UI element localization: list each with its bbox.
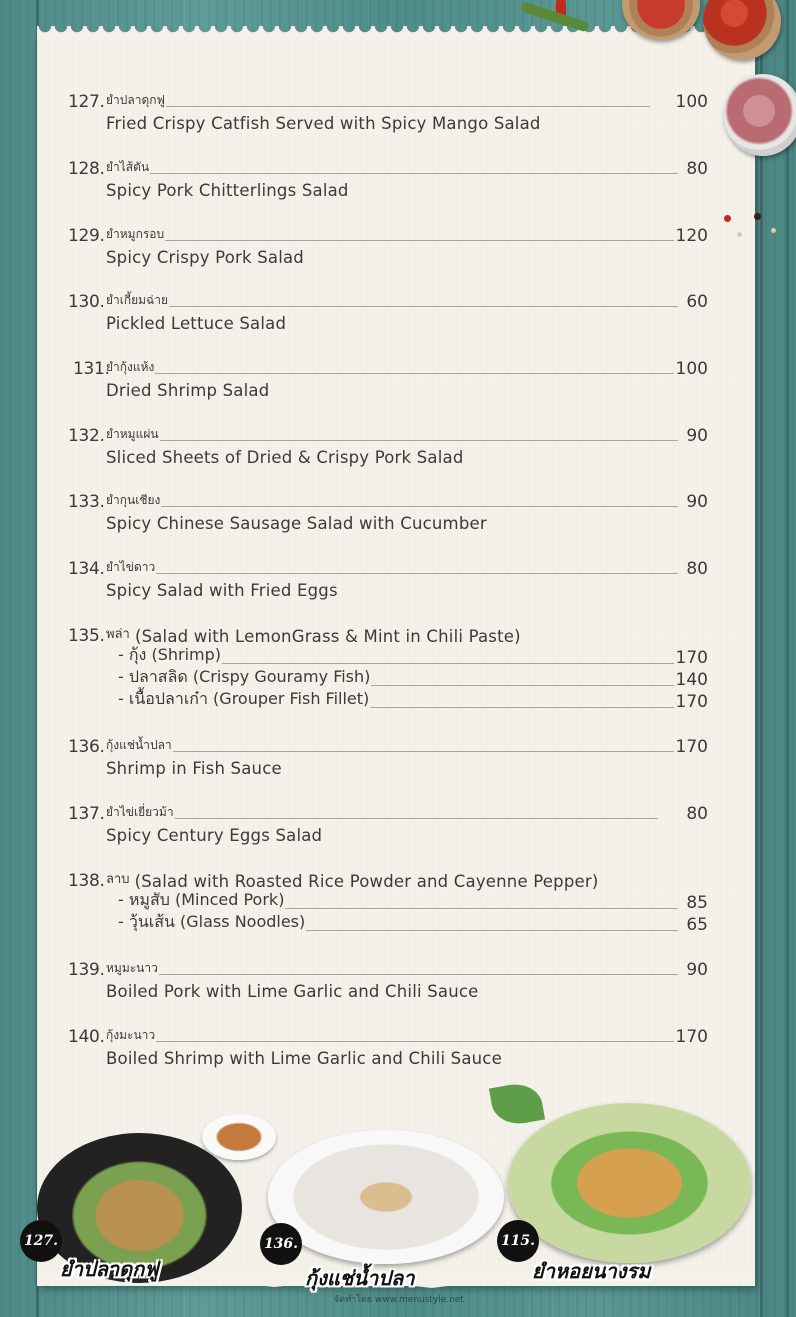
- dotted-leader: [370, 707, 673, 708]
- item-thai-name: ลาบ: [106, 872, 130, 887]
- dotted-leader: [169, 306, 678, 307]
- oyster-salad-photo: [508, 1103, 751, 1263]
- menu-item-129: [68, 222, 708, 267]
- menu-item-138: [68, 867, 708, 935]
- dotted-leader: [173, 751, 674, 752]
- menu-item-139: [68, 956, 708, 1001]
- featured-label-115: ยำหอยนางรม: [532, 1259, 651, 1283]
- dotted-leader: [155, 373, 673, 374]
- item-number: 127.: [68, 92, 105, 112]
- peppercorn-icon: [737, 232, 742, 237]
- item-price: 100: [675, 359, 708, 379]
- dotted-leader: [156, 1041, 673, 1042]
- item-number: 134.: [68, 559, 105, 579]
- item-thai-name: ยำหมูกรอบ: [106, 227, 165, 241]
- item-number: 138.: [68, 871, 105, 891]
- menu-item-131: [68, 355, 708, 400]
- item-thai-name: ยำปลาดุกฟู: [106, 93, 166, 107]
- item-number: 139.: [68, 960, 105, 980]
- menu-item-132: [68, 422, 708, 467]
- peppercorn-icon: [724, 215, 731, 222]
- item-english-name: Sliced Sheets of Dried & Crispy Pork Salad: [106, 448, 464, 467]
- item-number: 130.: [68, 292, 105, 312]
- item-number: 135.: [68, 626, 105, 646]
- item-english-name: Fried Crispy Catfish Served with Spicy Mango Salad: [106, 114, 541, 133]
- featured-badge-115: 115.: [497, 1220, 539, 1262]
- menu-item-137: [68, 800, 708, 845]
- featured-label-127: ยำปลาดุกฟู: [60, 1257, 159, 1281]
- item-english-name: Spicy Chinese Sausage Salad with Cucumber: [106, 514, 487, 533]
- option-price: 170: [675, 648, 708, 668]
- menu-item-136: [68, 733, 708, 778]
- menu-item-134: [68, 555, 708, 600]
- dotted-leader: [371, 685, 673, 686]
- menu-item-128: [68, 155, 708, 200]
- item-number: 136.: [68, 737, 105, 757]
- option-price: 85: [686, 893, 708, 913]
- dotted-leader: [166, 106, 650, 107]
- item-english-name: Shrimp in Fish Sauce: [106, 759, 282, 778]
- peppercorn-icon: [754, 213, 761, 220]
- item-english-name: Boiled Pork with Lime Garlic and Chili Sauce: [106, 982, 479, 1001]
- dotted-leader: [161, 506, 678, 507]
- peppercorn-icon: [771, 228, 776, 233]
- item-price: 80: [686, 804, 708, 824]
- item-thai-name: ยำไข่เยี่ยวม้า: [106, 805, 174, 819]
- item-english-name: Spicy Crispy Pork Salad: [106, 248, 304, 267]
- dotted-leader: [160, 440, 678, 441]
- shallot-bowl-image: [724, 74, 796, 156]
- item-thai-name: ยำไส้ตัน: [106, 160, 150, 174]
- wood-plank-seam: [786, 0, 789, 1317]
- item-number: 140.: [68, 1027, 105, 1047]
- item-price: 170: [675, 737, 708, 757]
- item-price: 60: [686, 292, 708, 312]
- item-number: 137.: [68, 804, 105, 824]
- menu-item-135: [68, 622, 708, 712]
- featured-label-136: กุ้งแช่น้ำปลา: [305, 1266, 415, 1290]
- item-thai-name: ยำหมูแผ่น: [106, 427, 159, 441]
- option-row: [118, 690, 708, 712]
- item-english-name: Pickled Lettuce Salad: [106, 314, 287, 333]
- menu-item-130: [68, 288, 708, 333]
- dotted-leader: [222, 663, 674, 664]
- dotted-leader: [150, 173, 678, 174]
- item-price: 90: [686, 426, 708, 446]
- item-thai-name: หมูมะนาว: [106, 961, 158, 975]
- dotted-leader: [165, 240, 673, 241]
- dotted-leader: [175, 818, 658, 819]
- item-thai-name: ยำกุนเชียง: [106, 493, 161, 507]
- item-price: 80: [686, 559, 708, 579]
- item-thai-name: พล่า: [106, 627, 130, 642]
- menu-item-140: [68, 1023, 708, 1068]
- item-price: 100: [675, 92, 708, 112]
- item-thai-name: กุ้งมะนาว: [106, 1028, 156, 1042]
- option-row: [118, 913, 708, 935]
- dotted-leader: [159, 974, 678, 975]
- dotted-leader: [306, 930, 678, 931]
- item-english-name: Spicy Pork Chitterlings Salad: [106, 181, 349, 200]
- sauce-bowl-photo: [202, 1114, 276, 1160]
- item-number: 129.: [68, 226, 105, 246]
- option-label: - กุ้ง (Shrimp): [118, 645, 221, 664]
- item-description: (Salad with LemonGrass & Mint in Chili Paste): [134, 627, 521, 646]
- item-number: 131.: [73, 359, 110, 379]
- item-english-name: Spicy Century Eggs Salad: [106, 826, 323, 845]
- option-price: 170: [675, 692, 708, 712]
- item-english-name: Dried Shrimp Salad: [106, 381, 270, 400]
- dotted-leader: [156, 573, 678, 574]
- dotted-leader: [285, 908, 678, 909]
- option-label: - วุ้นเส้น (Glass Noodles): [118, 912, 306, 931]
- item-thai-name: ยำกุ้งแห้ง: [106, 360, 155, 374]
- featured-badge-136: 136.: [260, 1223, 302, 1265]
- menu-item-133: [68, 488, 708, 533]
- option-price: 140: [675, 670, 708, 690]
- item-price: 170: [675, 1027, 708, 1047]
- item-price: 90: [686, 492, 708, 512]
- featured-badge-127: 127.: [20, 1220, 62, 1262]
- menu-item-127: [68, 88, 708, 133]
- item-thai-name: ยำเกี้ยมฉ่าย: [106, 293, 169, 307]
- shrimp-fish-sauce-photo: [268, 1130, 504, 1264]
- item-thai-name: ยำไข่ดาว: [106, 560, 156, 574]
- designer-credit: จัดทำโดย www.menustyle.net: [334, 1295, 464, 1305]
- option-label: - เนื้อปลาเก๋า (Grouper Fish Fillet): [118, 689, 370, 708]
- item-price: 120: [675, 226, 708, 246]
- option-price: 65: [686, 915, 708, 935]
- item-number: 128.: [68, 159, 105, 179]
- wood-plank-seam: [760, 0, 763, 1317]
- item-thai-name: กุ้งแช่น้ำปลา: [106, 738, 172, 752]
- item-english-name: Boiled Shrimp with Lime Garlic and Chili Sauce: [106, 1049, 502, 1068]
- item-price: 90: [686, 960, 708, 980]
- item-price: 80: [686, 159, 708, 179]
- item-number: 133.: [68, 492, 105, 512]
- item-english-name: Spicy Salad with Fried Eggs: [106, 581, 338, 600]
- item-number: 132.: [68, 426, 105, 446]
- option-label: - หมูสับ (Minced Pork): [118, 890, 285, 909]
- option-label: - ปลาสลิด (Crispy Gouramy Fish): [118, 667, 371, 686]
- item-description: (Salad with Roasted Rice Powder and Cayenne Pepper): [134, 872, 599, 891]
